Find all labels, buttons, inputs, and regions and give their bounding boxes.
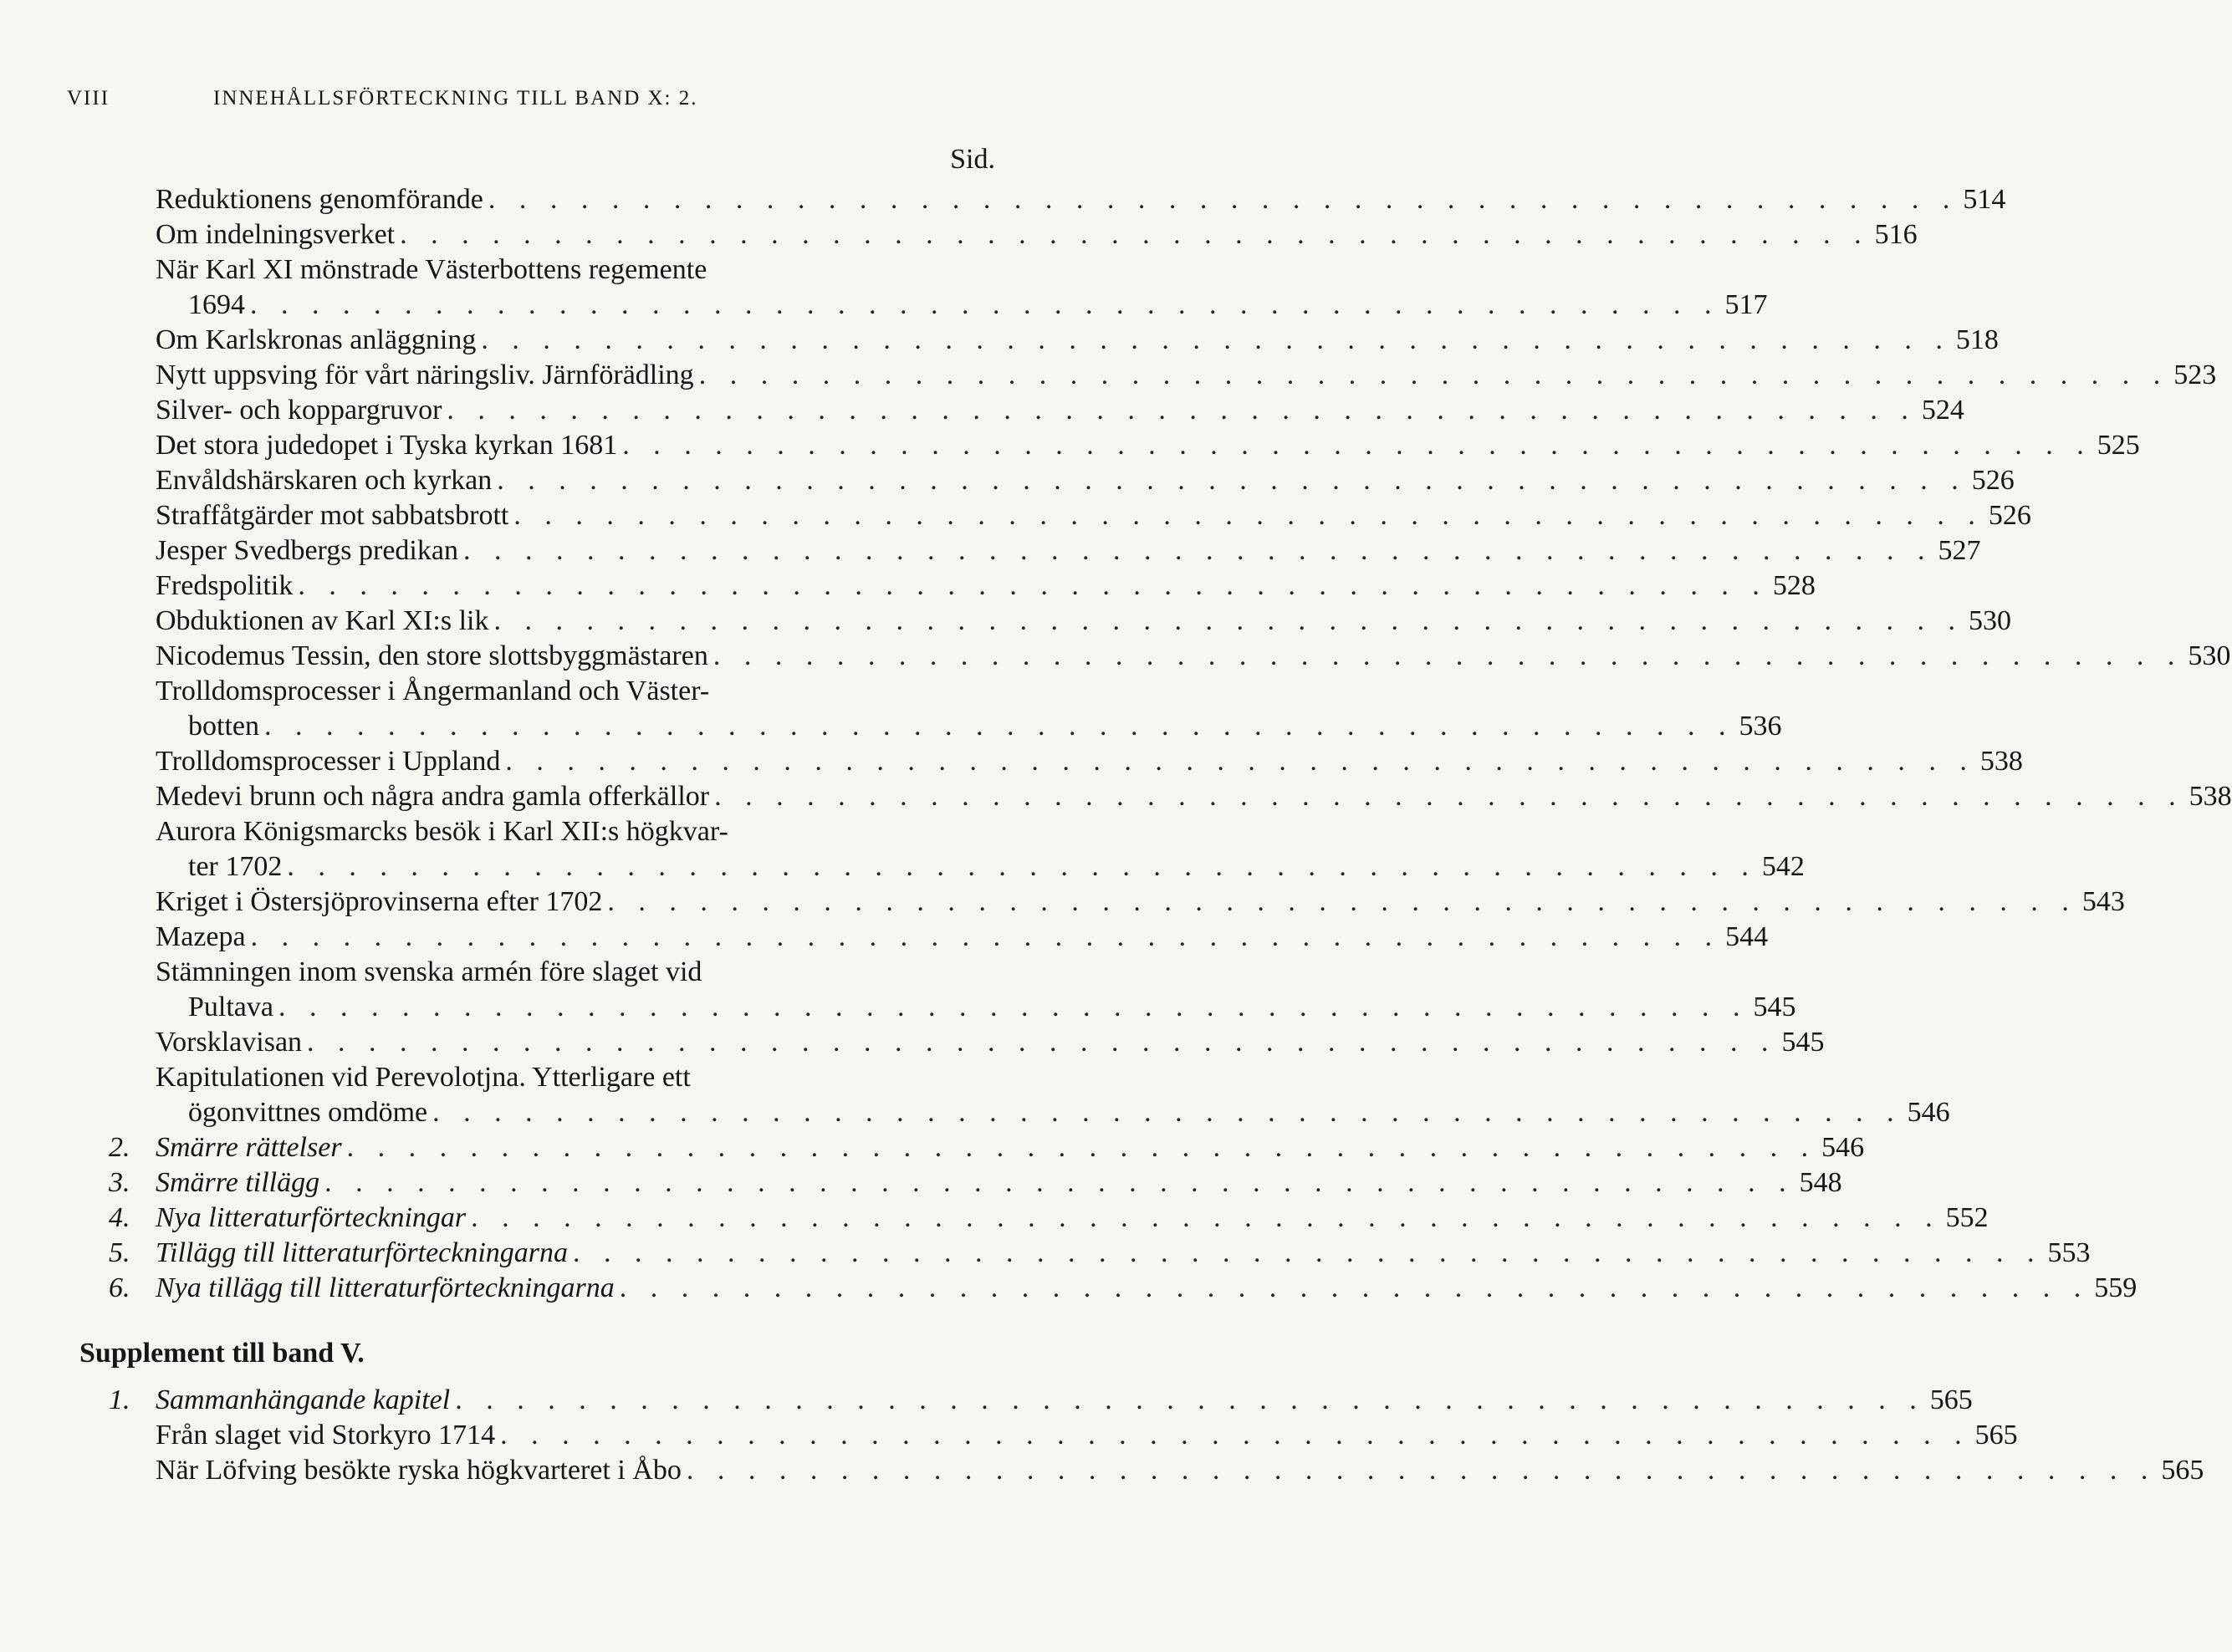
toc-entry — [0, 674, 1782, 744]
dot-leader: . . . . . . . . . . . . . . . . . . . . . . . . . . . . . . . . . . . . . . . . . . . . . . . . — [500, 1420, 1970, 1451]
dot-leader: . . . . . . . . . . . . . . . . . . . . . . . . . . . . . . . . . . . . . . . . . . . . . . . . — [346, 1132, 1817, 1163]
entry-title: Fredspolitik — [156, 570, 294, 601]
entry-page-number: 526 — [1988, 500, 2031, 531]
dot-leader: . . . . . . . . . . . . . . . . . . . . . . . . . . . . . . . . . . . . . . . . . . . . . . . . — [250, 289, 1720, 320]
toc-entry — [0, 1236, 2091, 1271]
toc-entry — [0, 744, 2023, 779]
running-title: INNEHÅLLSFÖRTECKNING TILL BAND X: 2. — [213, 87, 698, 110]
entry-title: botten — [188, 711, 259, 742]
entry-page-number: 516 — [1874, 219, 1918, 250]
entry-title: Nya tillägg till litteraturförteckningarna — [156, 1272, 615, 1303]
dot-leader: . . . . . . . . . . . . . . . . . . . . . . . . . . . . . . . . . . . . . . . . . . . . . . . . — [607, 886, 2077, 917]
dot-leader: . . . . . . . . . . . . . . . . . . . . . . . . . . . . . . . . . . . . . . . . . . . . . . . . — [307, 1027, 1777, 1058]
entry-title: 1694 — [188, 289, 245, 320]
entry-page-number: 524 — [1921, 395, 1964, 426]
entry-page-number: 528 — [1772, 570, 1816, 601]
entry-page-number: 544 — [1725, 921, 1769, 952]
dot-leader: . . . . . . . . . . . . . . . . . . . . . . . . . . . . . . . . . . . . . . . . . . . . . . . . — [324, 1167, 1795, 1198]
page-number-roman: VIII — [67, 87, 110, 110]
entry-page-number: 565 — [1929, 1384, 1973, 1415]
dot-leader: . . . . . . . . . . . . . . . . . . . . . . . . . . . . . . . . . . . . . . . . . . . . . . . . — [505, 746, 1975, 777]
toc-entry — [0, 498, 2031, 533]
dot-leader: . . . . . . . . . . . . . . . . . . . . . . . . . . . . . . . . . . . . . . . . . . . . . . . . — [481, 324, 1951, 355]
entry-title: Obduktionen av Karl XI:s lik — [156, 605, 489, 636]
entry-title: När Löfving besökte ryska högkvarteret i Åbo — [156, 1455, 682, 1486]
entry-title-line: När Karl XI mönstrade Västerbottens regemente — [156, 254, 707, 285]
entry-number: 4. — [109, 1202, 130, 1233]
dot-leader: . . . . . . . . . . . . . . . . . . . . . . . . . . . . . . . . . . . . . . . . . . . . . . . . — [619, 1272, 2090, 1303]
toc-entry — [0, 569, 1816, 604]
entry-number: 2. — [109, 1132, 130, 1163]
entry-title-line: Aurora Königsmarcks besök i Karl XII:s högkvar- — [156, 816, 728, 847]
table-of-contents — [0, 182, 2232, 1488]
page-column-label: Sid. — [950, 144, 995, 175]
entry-title: Nytt uppsving för vårt näringsliv. Järnförädling — [156, 359, 694, 390]
entry-page-number: 518 — [1955, 324, 1999, 355]
entry-number: 6. — [109, 1272, 130, 1303]
entry-number: 5. — [109, 1237, 130, 1268]
entry-number: 3. — [109, 1167, 130, 1198]
entry-title: Straffåtgärder mot sabbatsbrott — [156, 500, 509, 531]
toc-entry — [0, 217, 1918, 252]
dot-leader: . . . . . . . . . . . . . . . . . . . . . . . . . . . . . . . . . . . . . . . . . . . . . . . . — [698, 359, 2169, 390]
dot-leader: . . . . . . . . . . . . . . . . . . . . . . . . . . . . . . . . . . . . . . . . . . . . . . . . — [513, 500, 1984, 531]
entry-page-number: 514 — [1963, 184, 2006, 215]
entry-page-number: 553 — [2047, 1237, 2091, 1268]
dot-leader: . . . . . . . . . . . . . . . . . . . . . . . . . . . . . . . . . . . . . . . . . . . . . . . . — [471, 1202, 1941, 1233]
entry-title: Om Karlskronas anläggning — [156, 324, 477, 355]
entry-page-number: 545 — [1753, 992, 1796, 1022]
entry-page-number: 523 — [2173, 359, 2217, 390]
entry-title: Pultava — [188, 992, 273, 1022]
entry-title: Smärre rättelser — [156, 1132, 342, 1163]
toc-entry — [0, 428, 2140, 463]
entry-title: ter 1702 — [188, 851, 283, 882]
dot-leader: . . . . . . . . . . . . . . . . . . . . . . . . . . . . . . . . . . . . . . . . . . . . . . . . — [250, 921, 1721, 952]
toc-entry — [0, 358, 2217, 393]
entry-title: Reduktionens genomförande — [156, 184, 483, 215]
toc-entry — [0, 1165, 1842, 1201]
dot-leader: . . . . . . . . . . . . . . . . . . . . . . . . . . . . . . . . . . . . . . . . . . . . . . . . — [493, 605, 1964, 636]
entry-page-number: 545 — [1781, 1027, 1825, 1058]
entry-title: Smärre tillägg — [156, 1167, 320, 1198]
toc-entry — [0, 533, 1981, 569]
entry-page-number: 565 — [1974, 1420, 2018, 1451]
entry-title: Medevi brunn och några andra gamla offerkällor — [156, 781, 710, 812]
dot-leader: . . . . . . . . . . . . . . . . . . . . . . . . . . . . . . . . . . . . . . . . . . . . . . . . — [432, 1097, 1903, 1128]
entry-title: Om indelningsverket — [156, 219, 396, 250]
dot-leader: . . . . . . . . . . . . . . . . . . . . . . . . . . . . . . . . . . . . . . . . . . . . . . . . — [714, 781, 2184, 812]
supplement-heading: Supplement till band V. — [79, 1338, 365, 1369]
entry-title: Nya litteraturförteckningar — [156, 1202, 467, 1233]
entry-page-number: 546 — [1907, 1097, 1950, 1128]
entry-title: Från slaget vid Storkyro 1714 — [156, 1420, 496, 1451]
toc-entry — [0, 1201, 1989, 1236]
dot-leader: . . . . . . . . . . . . . . . . . . . . . . . . . . . . . . . . . . . . . . . . . . . . . . . . — [263, 711, 1734, 742]
entry-page-number: 526 — [1971, 465, 2015, 496]
entry-title-line: Kapitulationen vid Perevolotjna. Ytterligare ett — [156, 1062, 691, 1093]
toc-entry — [0, 463, 2015, 498]
toc-entry — [0, 182, 2006, 217]
entry-title: Jesper Svedbergs predikan — [156, 535, 458, 566]
entry-page-number: 548 — [1799, 1167, 1842, 1198]
supplement-entry — [0, 1453, 2204, 1488]
supplement-entry — [0, 1418, 2018, 1453]
toc-entry — [0, 639, 2231, 674]
entry-title: Envåldshärskaren och kyrkan — [156, 465, 493, 496]
dot-leader: . . . . . . . . . . . . . . . . . . . . . . . . . . . . . . . . . . . . . . . . . . . . . . . . — [622, 430, 2092, 461]
entry-title: Nicodemus Tessin, den store slottsbyggmästaren — [156, 640, 708, 671]
entry-number: 1. — [109, 1384, 130, 1415]
entry-page-number: 517 — [1724, 289, 1768, 320]
entry-page-number: 530 — [1969, 605, 2011, 636]
entry-page-number: 538 — [1979, 746, 2023, 777]
toc-entry — [0, 814, 1805, 885]
dot-leader: . . . . . . . . . . . . . . . . . . . . . . . . . . . . . . . . . . . . . . . . . . . . . . . . — [455, 1384, 1925, 1415]
toc-entry — [0, 1025, 1825, 1060]
dot-leader: . . . . . . . . . . . . . . . . . . . . . . . . . . . . . . . . . . . . . . . . . . . . . . . . — [713, 640, 2183, 671]
toc-entry — [0, 1130, 1865, 1165]
entry-title: Silver- och koppargruvor — [156, 395, 442, 426]
dot-leader: . . . . . . . . . . . . . . . . . . . . . . . . . . . . . . . . . . . . . . . . . . . . . . . . — [686, 1455, 2157, 1486]
entry-page-number: 543 — [2081, 886, 2125, 917]
toc-entry — [0, 885, 2125, 920]
entry-title-line: Stämningen inom svenska armén före slaget vid — [156, 956, 702, 987]
dot-leader: . . . . . . . . . . . . . . . . . . . . . . . . . . . . . . . . . . . . . . . . . . . . . . . . — [462, 535, 1933, 566]
entry-title: Sammanhängande kapitel — [156, 1384, 451, 1415]
toc-entry — [0, 252, 1768, 323]
entry-page-number: 527 — [1938, 535, 1981, 566]
toc-entry — [0, 604, 2011, 639]
toc-entry — [0, 393, 1964, 428]
dot-leader: . . . . . . . . . . . . . . . . . . . . . . . . . . . . . . . . . . . . . . . . . . . . . . . . — [298, 570, 1768, 601]
entry-page-number: 538 — [2189, 781, 2232, 812]
dot-leader: . . . . . . . . . . . . . . . . . . . . . . . . . . . . . . . . . . . . . . . . . . . . . . . . — [497, 465, 1967, 496]
entry-page-number: 542 — [1761, 851, 1805, 882]
entry-title: Tillägg till litteraturförteckningarna — [156, 1237, 569, 1268]
dot-leader: . . . . . . . . . . . . . . . . . . . . . . . . . . . . . . . . . . . . . . . . . . . . . . . . — [488, 184, 1959, 215]
entry-title: Kriget i Östersjöprovinserna efter 1702 — [156, 886, 603, 917]
entry-title-line: Trolldomsprocesser i Ångermanland och Väster- — [156, 676, 710, 706]
supplement-entry — [0, 1383, 1973, 1418]
entry-page-number: 525 — [2097, 430, 2140, 461]
dot-leader: . . . . . . . . . . . . . . . . . . . . . . . . . . . . . . . . . . . . . . . . . . . . . . . . — [447, 395, 1917, 426]
dot-leader: . . . . . . . . . . . . . . . . . . . . . . . . . . . . . . . . . . . . . . . . . . . . . . . . — [278, 992, 1749, 1022]
entry-title: Trolldomsprocesser i Uppland — [156, 746, 501, 777]
entry-title: Det stora judedopet i Tyska kyrkan 1681 — [156, 430, 618, 461]
toc-entry — [0, 1060, 1950, 1130]
dot-leader: . . . . . . . . . . . . . . . . . . . . . . . . . . . . . . . . . . . . . . . . . . . . . . . . — [573, 1237, 2043, 1268]
entry-page-number: 546 — [1821, 1132, 1865, 1163]
toc-entry — [0, 1271, 2138, 1306]
entry-page-number: 559 — [2094, 1272, 2138, 1303]
entry-page-number: 536 — [1739, 711, 1782, 742]
entry-title: ögonvittnes omdöme — [188, 1097, 428, 1128]
entry-page-number: 552 — [1945, 1202, 1989, 1233]
toc-entry — [0, 920, 1769, 955]
toc-entry — [0, 955, 1796, 1025]
toc-entry — [0, 323, 1999, 358]
toc-entry — [0, 779, 2232, 814]
entry-title: Vorsklavisan — [156, 1027, 303, 1058]
dot-leader: . . . . . . . . . . . . . . . . . . . . . . . . . . . . . . . . . . . . . . . . . . . . . . . . — [400, 219, 1870, 250]
entry-page-number: 565 — [2161, 1455, 2204, 1486]
entry-title: Mazepa — [156, 921, 246, 952]
entry-page-number: 530 — [2188, 640, 2231, 671]
dot-leader: . . . . . . . . . . . . . . . . . . . . . . . . . . . . . . . . . . . . . . . . . . . . . . . . — [287, 851, 1757, 882]
